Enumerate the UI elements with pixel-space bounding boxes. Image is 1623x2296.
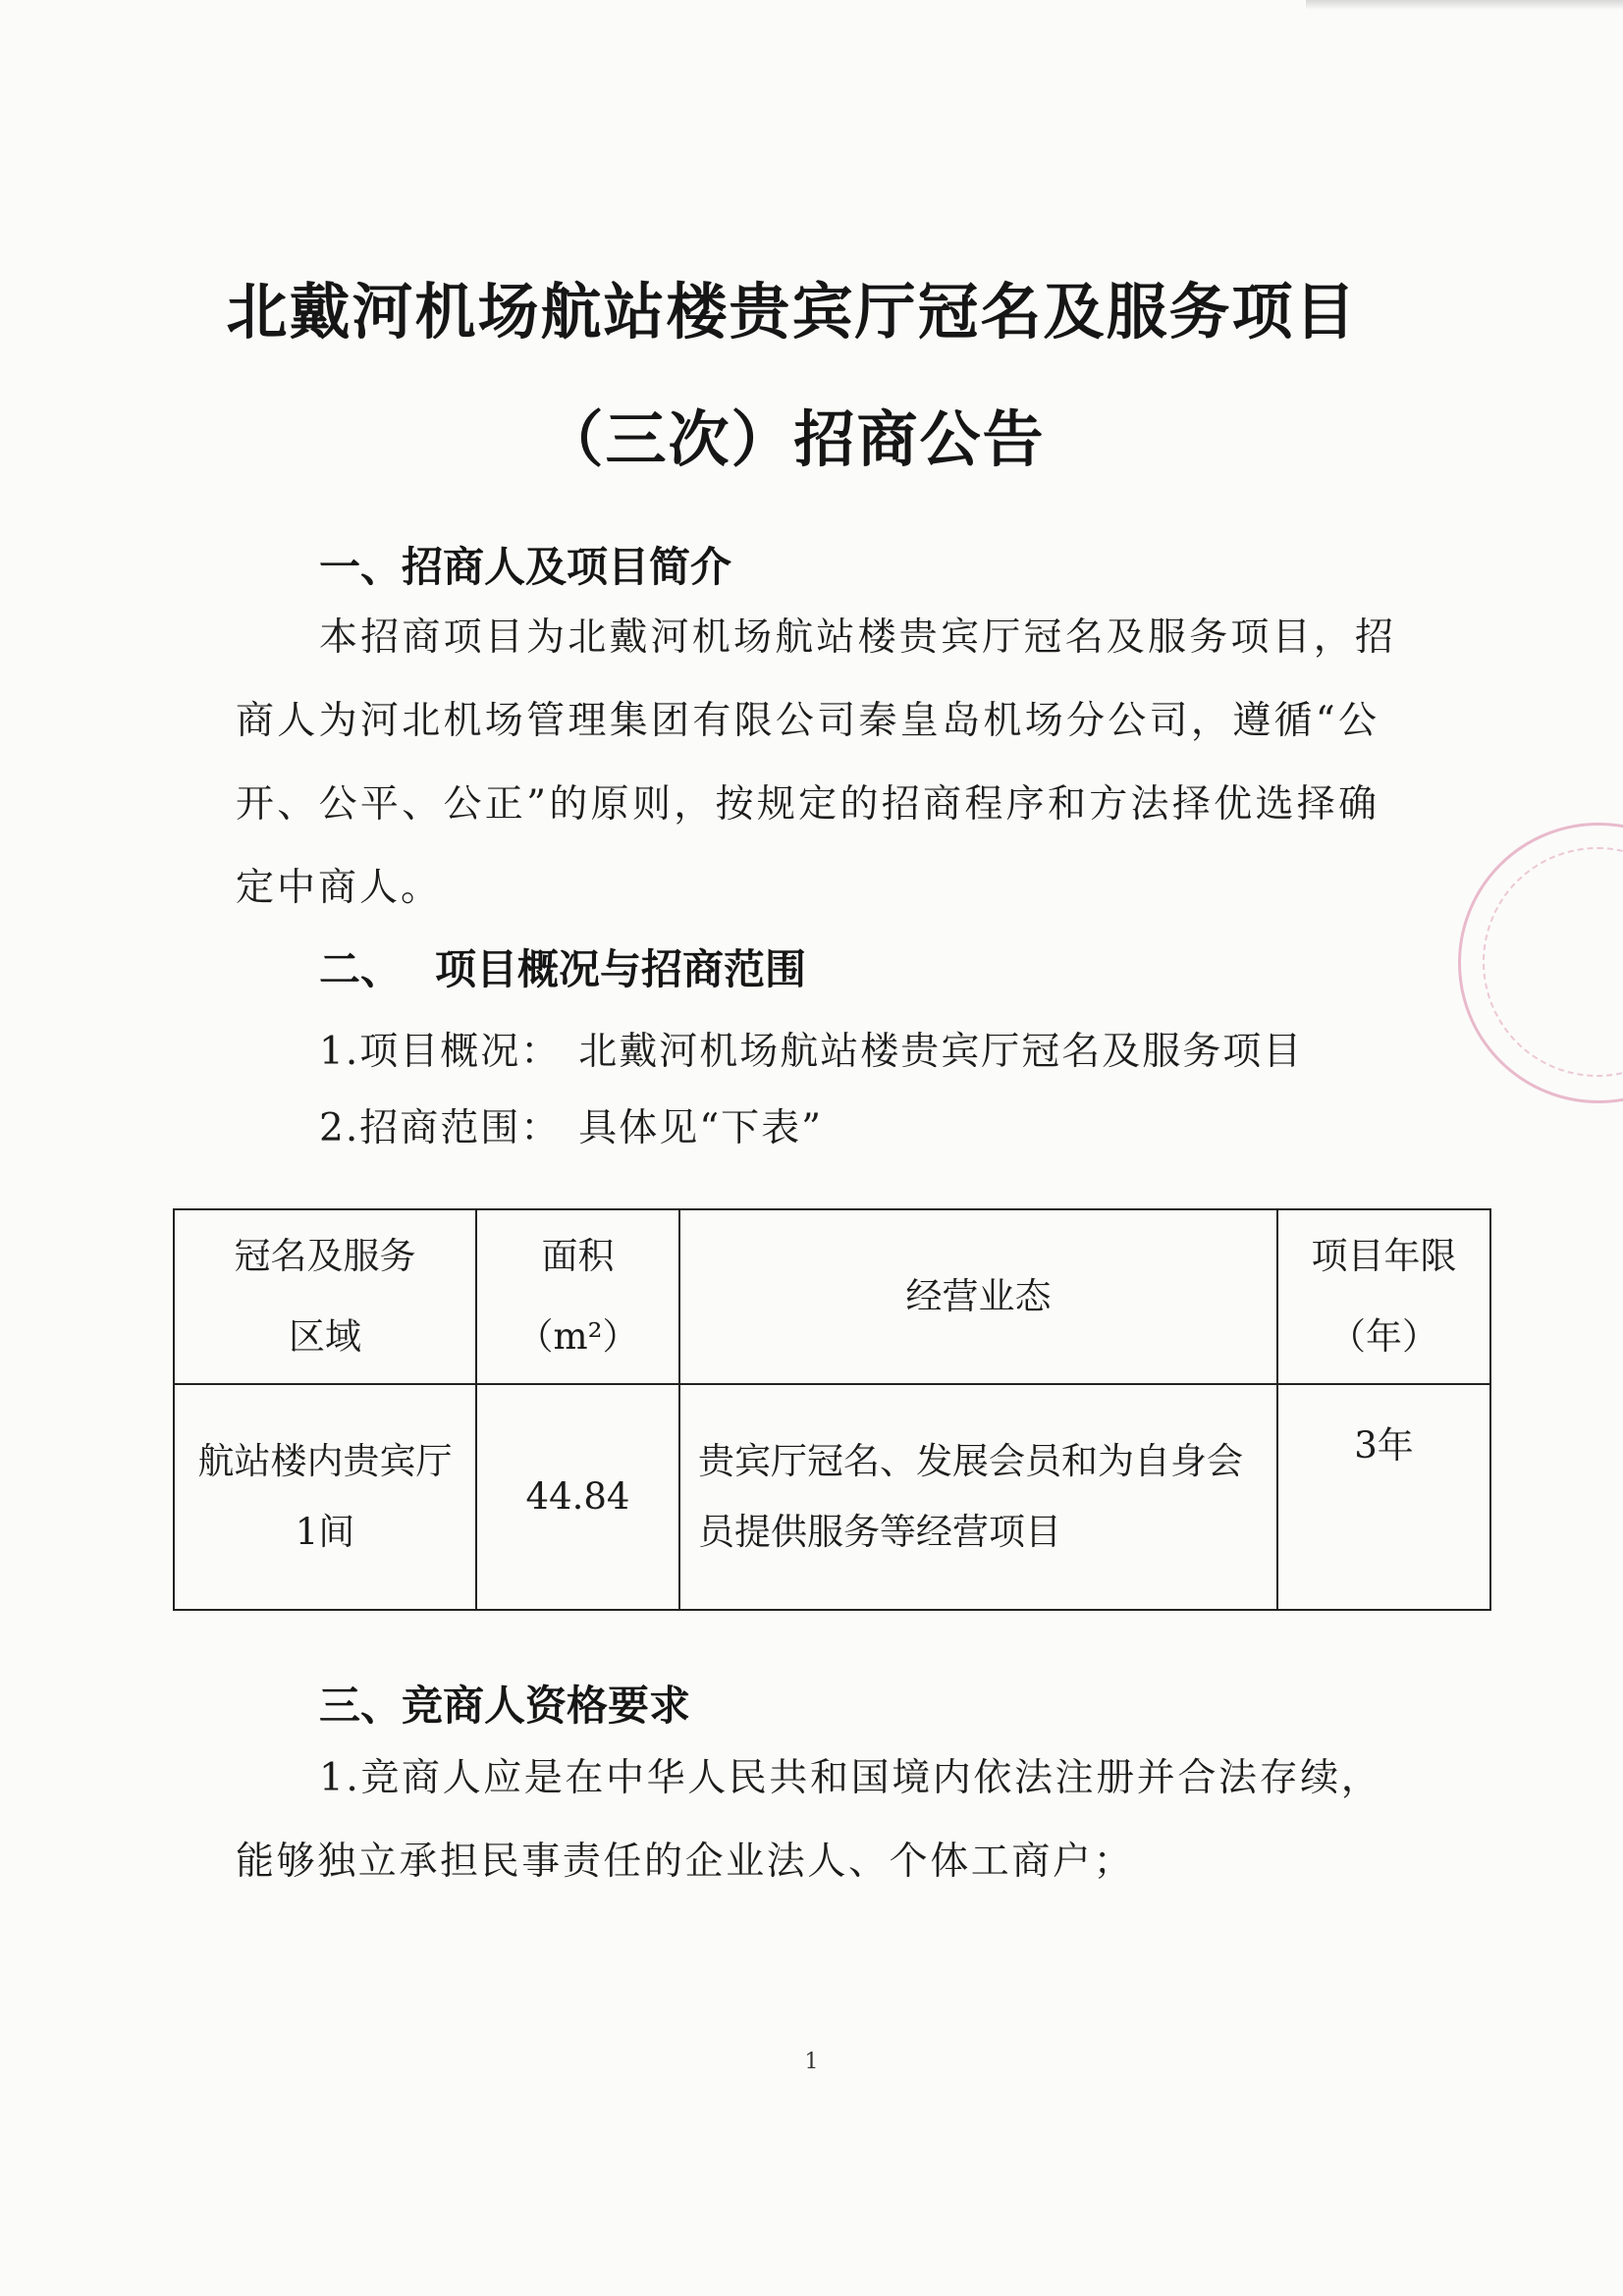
project-overview-value: 北戴河机场航站楼贵宾厅冠名及服务项目 — [578, 1030, 1304, 1074]
project-overview-item — [319, 1021, 1303, 1076]
scan-edge-shadow — [1306, 0, 1623, 10]
section-2-heading — [319, 937, 806, 996]
section-2-heading-number: 二、 — [319, 945, 403, 993]
section-2-heading-text: 项目概况与招商范围 — [435, 945, 807, 993]
section-1-heading: 一、招商人及项目简介 — [319, 543, 732, 591]
header-size — [476, 1209, 679, 1384]
scope-label: 2.招商范围： — [319, 1106, 562, 1150]
table-row — [174, 1384, 1490, 1610]
header-size-line-2: （m²） — [516, 1315, 639, 1358]
scope-item — [319, 1097, 823, 1152]
cell-term: 3年 — [1277, 1384, 1490, 1610]
header-term-line-1: 项目年限 — [1311, 1235, 1457, 1277]
section-1-line-4: 定中商人。 — [236, 866, 443, 910]
header-term-line-2: （年） — [1329, 1315, 1438, 1358]
section-3-heading: 三、竞商人资格要求 — [319, 1682, 691, 1730]
scope-table — [173, 1208, 1491, 1611]
document-title-line-2: （三次）招商公告 — [542, 403, 1046, 475]
official-seal-stamp — [1458, 823, 1623, 1103]
header-area-line-1: 冠名及服务 — [234, 1235, 416, 1277]
cell-area — [174, 1384, 476, 1610]
cell-business-line-2: 员提供服务等经营项目 — [698, 1511, 1061, 1553]
cell-area-line-1: 航站楼内贵宾厅 — [197, 1440, 453, 1482]
header-size-line-1: 面积 — [541, 1235, 615, 1277]
cell-business — [679, 1384, 1277, 1610]
seal-inner-ring — [1483, 847, 1623, 1077]
header-area-line-2: 区域 — [289, 1315, 361, 1358]
header-business: 经营业态 — [679, 1209, 1277, 1384]
cell-area-line-2: 1间 — [295, 1511, 355, 1553]
document-title-line-1: 北戴河机场航站楼贵宾厅冠名及服务项目 — [226, 276, 1358, 347]
table-header-row — [174, 1209, 1490, 1384]
header-area — [174, 1209, 476, 1384]
project-overview-label: 1.项目概况： — [319, 1030, 562, 1074]
cell-size: 44.84 — [476, 1384, 679, 1610]
section-1-line-2: 商人为河北机场管理集团有限公司秦皇岛机场分公司，遵循“公 — [236, 699, 1380, 743]
header-term — [1277, 1209, 1490, 1384]
scope-value: 具体见“下表” — [578, 1106, 824, 1150]
cell-business-line-1: 贵宾厅冠名、发展会员和为自身会 — [698, 1440, 1243, 1482]
section-1-line-3: 开、公平、公正”的原则，按规定的招商程序和方法择优选择确 — [236, 782, 1380, 827]
section-3-line-1: 1.竞商人应是在中华人民共和国境内依法注册并合法存续， — [319, 1756, 1382, 1800]
section-1-line-1: 本招商项目为北戴河机场航站楼贵宾厅冠名及服务项目，招 — [319, 615, 1397, 660]
page-number: 1 — [804, 2050, 819, 2074]
section-3-line-2: 能够独立承担民事责任的企业法人、个体工商户； — [236, 1840, 1135, 1884]
